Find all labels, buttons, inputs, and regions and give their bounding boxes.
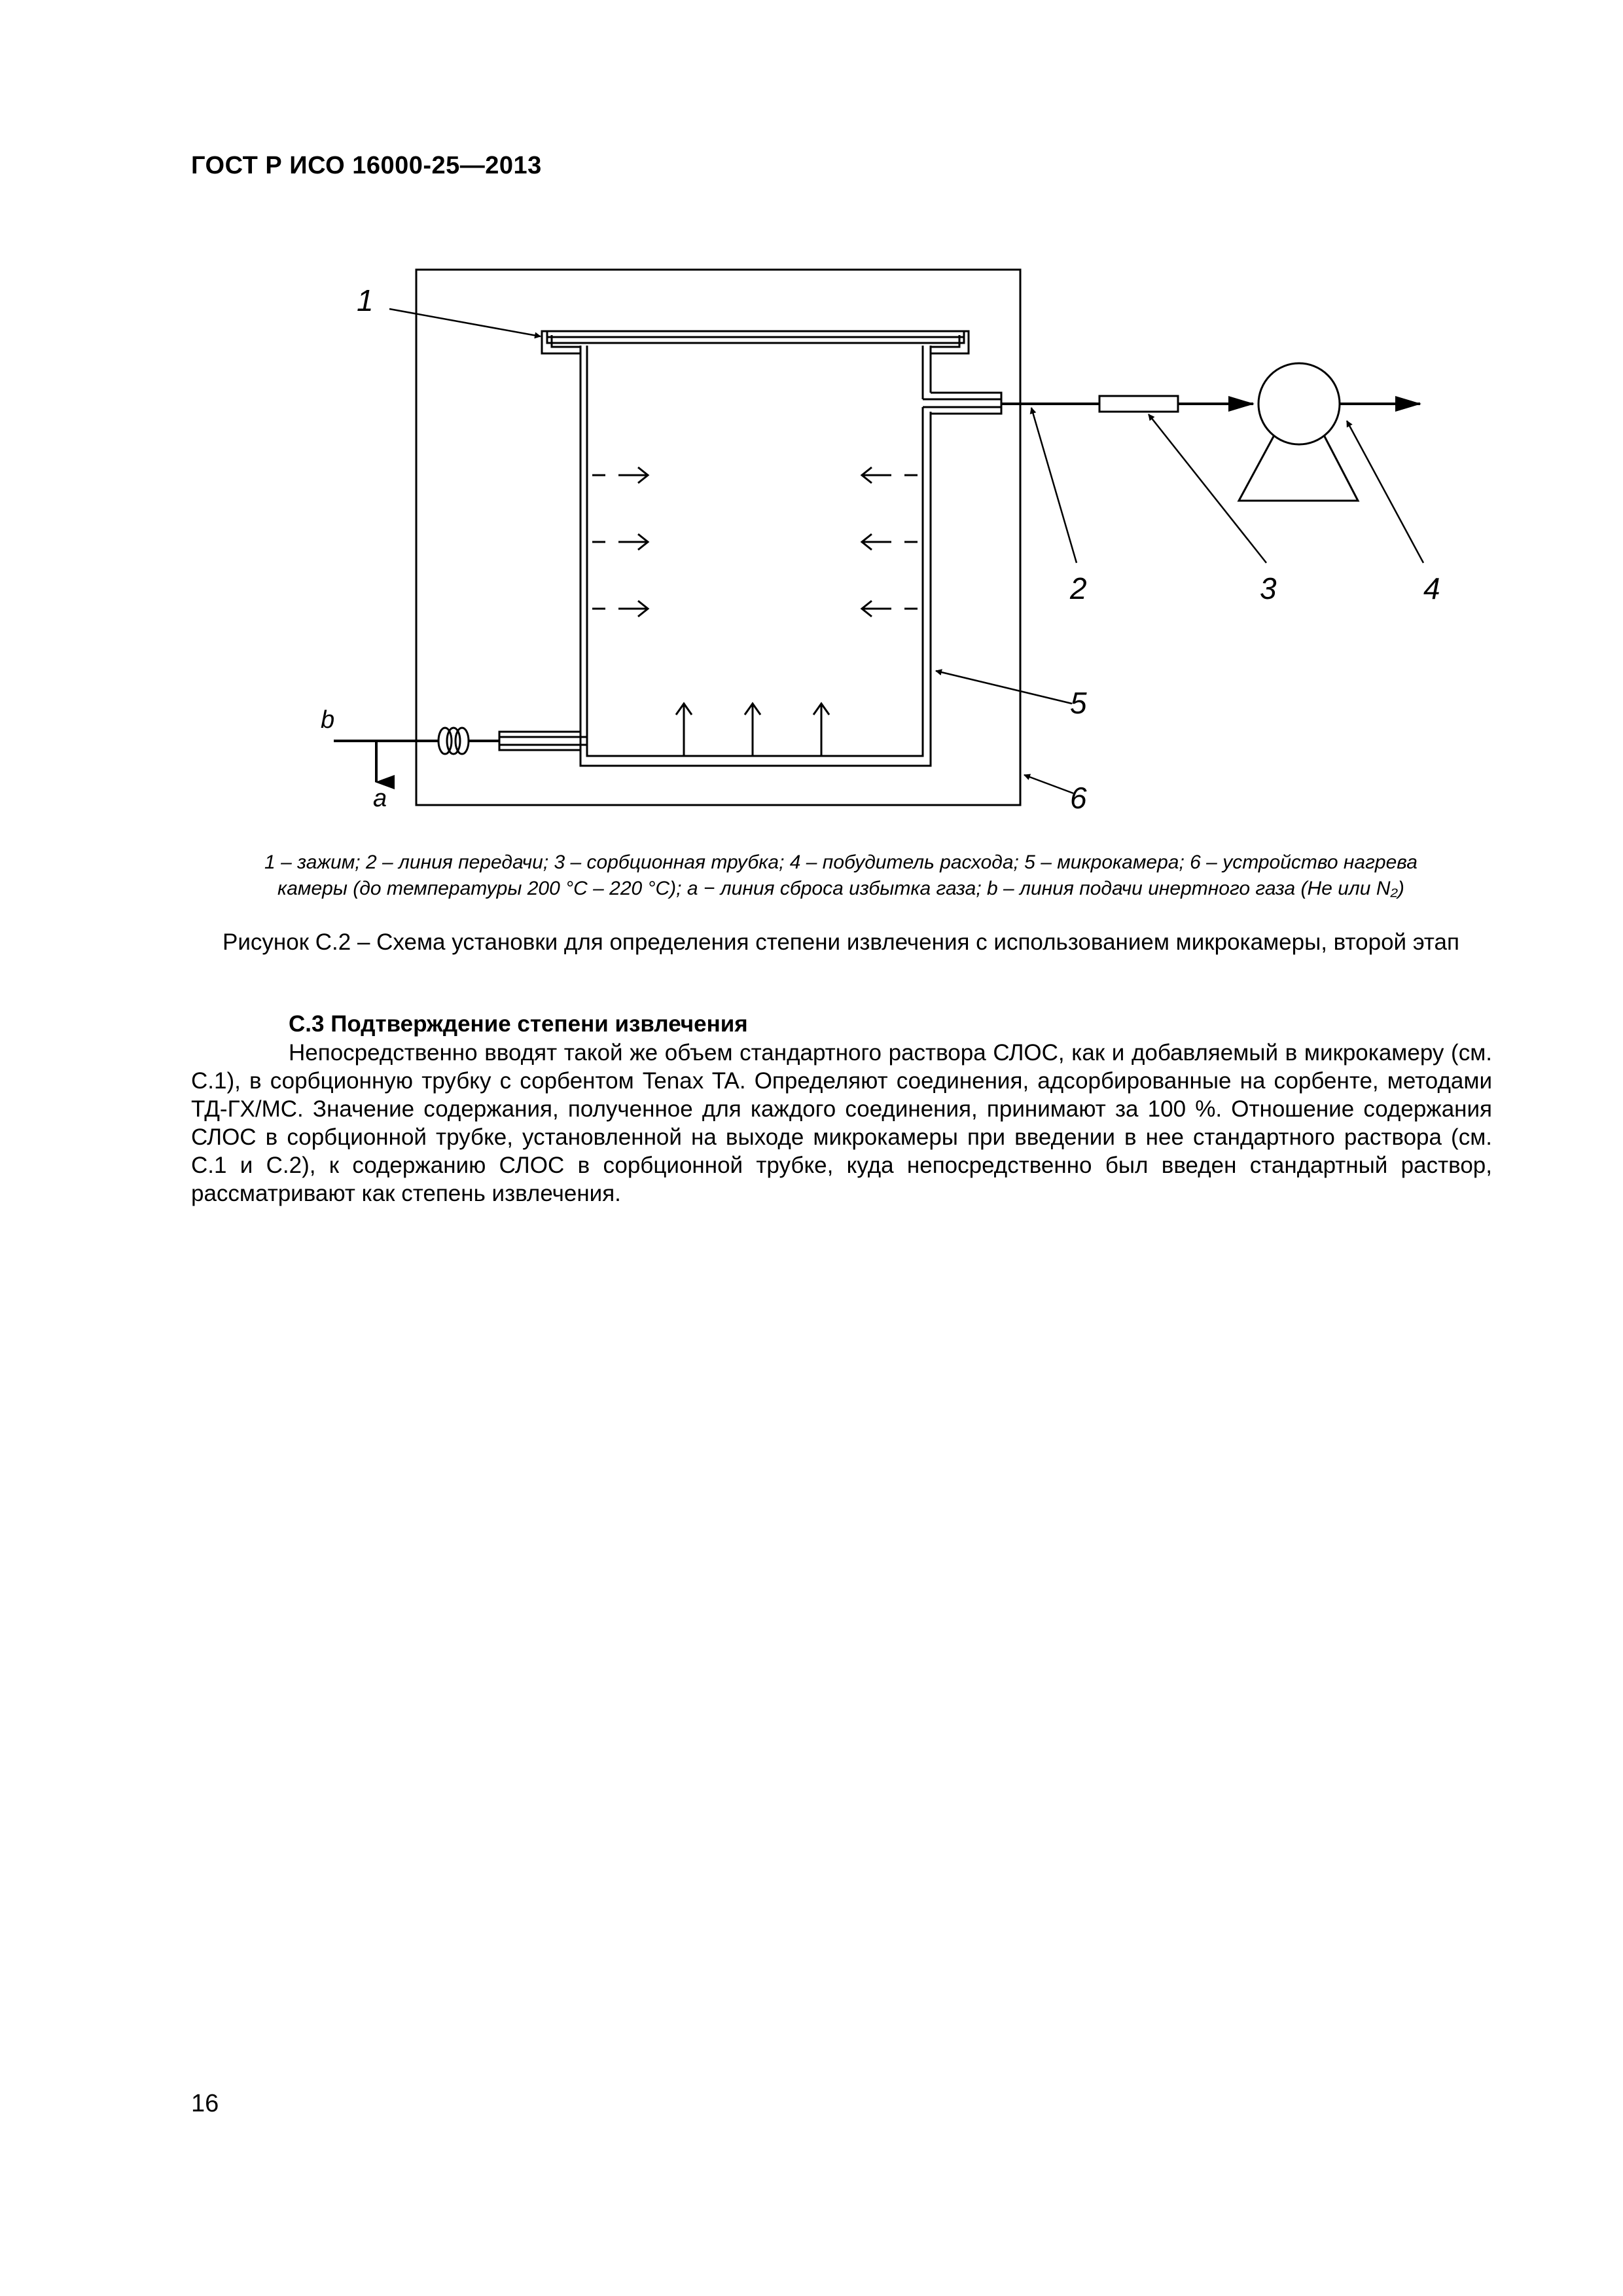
label-a: a [373,785,387,812]
section-heading: С.3 Подтверждение степени извлечения [289,1011,748,1037]
label-4: 4 [1423,571,1440,605]
label-b: b [321,706,335,734]
flow-arrows [592,467,918,756]
label-2: 2 [1070,571,1087,605]
figure-title: Рисунок С.2 – Схема установки для определения степени извлечения с использованием микрокамеры, второй этап [223,929,1459,955]
inlet-port [499,732,587,750]
figure-c2-diagram [0,0,1623,851]
label-6: 6 [1070,781,1087,815]
microchamber [580,346,931,766]
outlet-port [923,393,1001,414]
section-paragraph: Непосредственно вводят такой же объем стандартного раствора СЛОС, как и добавляемый в микрокамеру (см. С.1), в сорбционную трубку с сорбентом Tenax TA. Определяют соединения, адсорбированные на сорбенте, методами ТД-ГХ/МС. Значение содержания, полученное для каждого соединения, принимают за 100 %. Отношение содержания СЛОС в сорбционной трубке, установленной на выходе микрокамеры при введении в нее стандартного раствора (см. С.1 и С.2), к содержанию СЛОС в сорбционной трубке, куда непосредственно был введен стандартный раствор, рассматривают как степень извлечения. [191,1040,1492,1206]
sorption-tube [1099,396,1178,412]
page-number: 16 [191,2090,219,2117]
flow-pump [1239,363,1420,501]
label-3: 3 [1260,571,1277,605]
figure-legend-line-2: камеры (до температуры 200 °С – 220 °С); a − линия сброса избытка газа; b – линия подачи инертного газа (Не или N₂) [277,878,1404,899]
figure-legend [196,850,1486,902]
leader-lines [389,309,1423,793]
clamp [542,331,969,353]
label-1: 1 [357,283,374,317]
label-5: 5 [1070,686,1087,720]
document-header: ГОСТ Р ИСО 16000-25—2013 [191,152,542,179]
figure-legend-line-1: 1 – зажим; 2 – линия передачи; 3 – сорбционная трубка; 4 – побудитель расхода; 5 – микрокамера; 6 – устройство нагрева [264,852,1418,873]
